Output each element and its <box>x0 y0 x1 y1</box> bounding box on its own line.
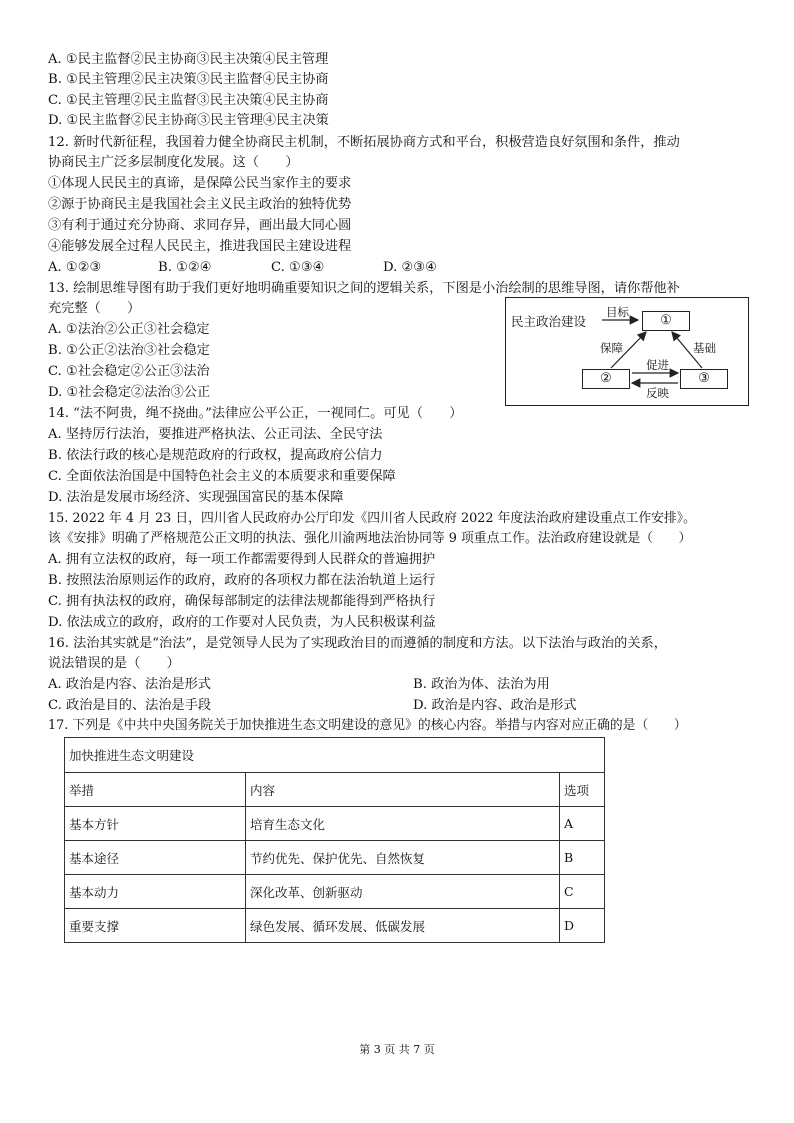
diagram-box-3: ③ <box>680 369 728 389</box>
diagram-box-1: ① <box>642 311 690 331</box>
q16-option-d: D. 政治是内容、政治是形式 <box>413 698 577 713</box>
diagram-target-label: 目标 <box>606 305 629 319</box>
q12-stem-line1: 12. 新时代新征程，我国着力健全协商民主机制，不断拓展协商方式和平台，积极营造良好氛围和条件，推动 <box>48 135 680 150</box>
q12-item-4: ④能够发展全过程人民民主，推进我国民主建设进程 <box>48 239 352 254</box>
diagram-guarantee-label: 保障 <box>600 341 623 355</box>
table-title-row <box>65 738 605 773</box>
table-cell: B <box>560 841 605 875</box>
q12-option-b: B. ①②④ <box>158 260 212 275</box>
table-cell: 基本途径 <box>65 841 246 875</box>
table-row <box>65 841 605 875</box>
table-title: 加快推进生态文明建设 <box>65 738 605 773</box>
q16-stem-line1: 16. 法治其实就是“治法”，是党领导人民为了实现政治目的而遵循的制度和方法。以下法治与政治的关系， <box>48 636 667 651</box>
table-cell: D <box>560 909 605 943</box>
q15-option-d: D. 依法成立的政府，政府的工作要对人民负责，为人民积极谋利益 <box>48 615 436 630</box>
diagram-reflect-label: 反映 <box>646 386 669 400</box>
table-cell: 基本方针 <box>65 807 246 841</box>
q16-option-c: C. 政治是目的、法治是手段 <box>48 698 212 713</box>
q15-option-a: A. 拥有立法权的政府，每一项工作都需要得到人民群众的普遍拥护 <box>48 552 436 567</box>
q13-stem-line1: 13. 绘制思维导图有助于我们更好地明确重要知识之间的逻辑关系，下图是小治绘制的思维导图，请你帮他补 <box>48 281 680 296</box>
q14-option-a: A. 坚持厉行法治，要推进严格执法、公正司法、全民守法 <box>48 427 383 442</box>
table-cell: 重要支撑 <box>65 909 246 943</box>
table-cell: A <box>560 807 605 841</box>
q14-option-b: B. 依法行政的核心是规范政府的行政权，提高政府公信力 <box>48 448 383 463</box>
q11-option-d: D. ①民主监督②民主协商③民主管理④民主决策 <box>48 113 329 128</box>
q12-option-a: A. ①②③ <box>48 260 102 275</box>
table-cell: 绿色发展、循环发展、低碳发展 <box>246 909 560 943</box>
q15-option-b: B. 按照法治原则运作的政府，政府的各项权力都在法治轨道上运行 <box>48 573 436 588</box>
diagram-promote-label: 促进 <box>646 358 669 372</box>
q13-stem-line2: 充完整（ ） <box>48 301 141 316</box>
q12-item-2: ②源于协商民主是我国社会主义民主政治的独特优势 <box>48 197 352 212</box>
diagram-left-label: 民主政治建设 <box>511 314 587 329</box>
q12-option-d: D. ②③④ <box>383 260 437 275</box>
q13-option-b: B. ①公正②法治③社会稳定 <box>48 343 210 358</box>
q12-item-3: ③有利于通过充分协商、求同存异，画出最大同心圆 <box>48 218 352 233</box>
q11-option-a: A. ①民主监督②民主协商③民主决策④民主管理 <box>48 52 329 67</box>
q16-option-b: B. 政治为体、法治为用 <box>413 677 550 692</box>
q17-table <box>64 737 605 943</box>
q17-stem: 17. 下列是《中共中央国务院关于加快推进生态文明建设的意见》的核心内容。举措与内容对应正确的是（ ） <box>48 718 687 733</box>
q12-item-1: ①体现人民民主的真谛，是保障公民当家作主的要求 <box>48 176 352 191</box>
q16-stem-line2: 说法错误的是（ ） <box>48 656 180 671</box>
table-header-measure: 举措 <box>65 773 246 807</box>
table-row <box>65 807 605 841</box>
table-cell: 节约优先、保护优先、自然恢复 <box>246 841 560 875</box>
table-cell: 培育生态文化 <box>246 807 560 841</box>
diagram-basis-label: 基础 <box>693 341 716 355</box>
table-cell: C <box>560 875 605 909</box>
q11-option-c: C. ①民主管理②民主监督③民主决策④民主协商 <box>48 93 329 108</box>
q12-stem-line2: 协商民主广泛多层制度化发展。这（ ） <box>48 155 299 170</box>
q15-stem-line2: 该《安排》明确了严格规范公正文明的执法、强化川渝两地法治协同等 9 项重点工作。法治政府建设就是（ ） <box>48 531 692 546</box>
table-cell: 基本动力 <box>65 875 246 909</box>
page-footer: 第 3 页 共 7 页 <box>359 1043 435 1056</box>
q14-stem: 14. “法不阿贵，绳不挠曲。”法律应公平公正，一视同仁。可见（ ） <box>48 406 463 421</box>
q15-option-c: C. 拥有执法权的政府，确保每部制定的法律法规都能得到严格执行 <box>48 594 436 609</box>
table-row <box>65 875 605 909</box>
table-header-option: 选项 <box>560 773 605 807</box>
table-header-content: 内容 <box>246 773 560 807</box>
q15-stem-line1: 15. 2022 年 4 月 23 日，四川省人民政府办公厅印发《四川省人民政府 2022 年度法治政府建设重点工作安排》。 <box>48 511 696 526</box>
q13-option-d: D. ①社会稳定②法治③公正 <box>48 385 211 400</box>
table-header-row <box>65 773 605 807</box>
q16-option-a: A. 政治是内容、法治是形式 <box>48 677 211 692</box>
q14-option-d: D. 法治是发展市场经济、实现强国富民的基本保障 <box>48 490 344 505</box>
table-cell: 深化改革、创新驱动 <box>246 875 560 909</box>
diagram-box-2: ② <box>582 369 630 389</box>
table-row <box>65 909 605 943</box>
q13-option-a: A. ①法治②公正③社会稳定 <box>48 322 210 337</box>
q13-option-c: C. ①社会稳定②公正③法治 <box>48 364 210 379</box>
q11-option-b: B. ①民主管理②民主决策③民主监督④民主协商 <box>48 72 329 87</box>
q14-option-c: C. 全面依法治国是中国特色社会主义的本质要求和重要保障 <box>48 469 396 484</box>
mind-map-diagram <box>505 297 749 406</box>
q12-option-c: C. ①③④ <box>271 260 325 275</box>
